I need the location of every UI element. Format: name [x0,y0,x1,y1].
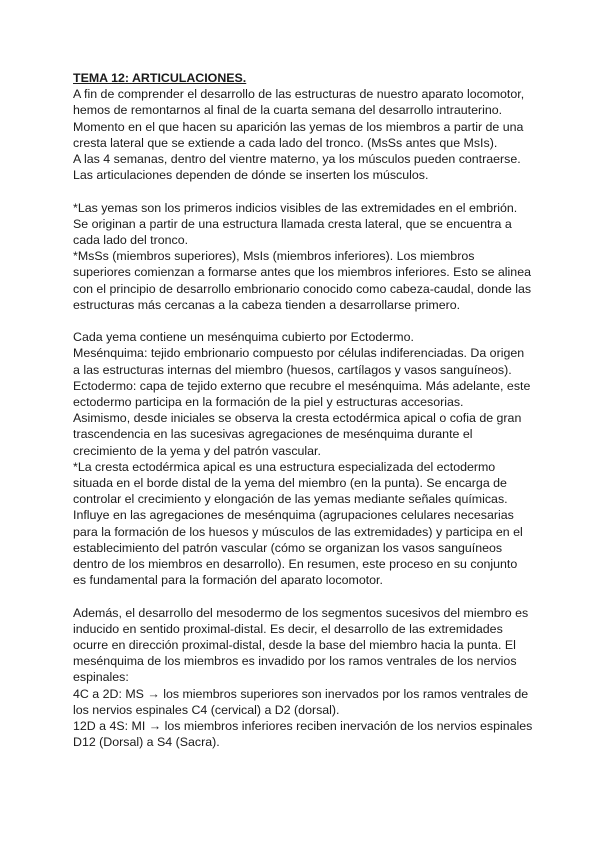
blank-line [73,313,533,329]
paragraph-ms-innervation: 4C a 2D: MS → los miembros superiores son inervados por los ramos ventrales de los nervios espinales C4 (cervical) a D2 (dorsal). [73,686,529,717]
blank-line [73,588,533,604]
paragraph-yemas-note: *Las yemas son los primeros indicios visibles de las extremidades en el embrión. Se originan a partir de una estructura llamada cresta lateral, que se encuentra a cada lado del tronco. [73,200,518,248]
paragraph-mss-msis-note: *MsSs (miembros superiores), MsIs (miembros inferiores). Los miembros superiores comienzan a formarse antes que los miembros inferiores. Esto se alinea con el principio de desarrollo embrionario conocido como cabeza-caudal, donde las estructuras más cercanas a la cabeza tienden a desarrollarse primero. [73,249,532,312]
blank-line [73,183,533,199]
paragraph-ademas: Además, el desarrollo del mesodermo de los segmentos sucesivos del miembro es inducido en sentido proximal-distal. Es decir, el desarrollo de las extremidades ocurre en dirección proximal-distal, desde la base del miembro hacia la punta. El mesénquima de los miembros es invadido por los ramos ventrales de los nervios espinales: [73,605,529,685]
document-page [73,70,533,750]
paragraph-4-weeks: A las 4 semanas, dentro del vientre materno, ya los músculos pueden contraerse. [73,152,521,167]
paragraph-mesenquima: Mesénquima: tejido embrionario compuesto por células indiferenciadas. Da origen a las estructuras internas del miembro (huesos, cartílagos y vasos sanguíneos). [73,346,525,377]
paragraph-yema-content: Cada yema contiene un mesénquima cubierto por Ectodermo. [73,330,414,345]
document-title: TEMA 12: ARTICULACIONES. [73,71,247,85]
paragraph-cresta-note: *La cresta ectodérmica apical es una estructura especializada del ectodermo situada en el borde distal de la yema del miembro (en la punta). Se encarga de controlar el crecimiento y elongación de las yemas mediante señales químicas. Influye en las agregaciones de mesénquima (agrupaciones celulares necesarias para la formación de los huesos y músculos de las extremidades) y participa en el establecimiento del patrón vascular (cómo se organizan los vasos sanguíneos dentro de los miembros en desarrollo). En resumen, este proceso en su conjunto es fundamental para la formación del aparato locomotor. [73,459,523,588]
paragraph-mi-innervation: 12D a 4S: MI → los miembros inferiores reciben inervación de los nervios espinales D12 (Dorsal) a S4 (Sacra). [73,719,533,750]
paragraph-ectodermo: Ectodermo: capa de tejido externo que recubre el mesénquima. Más adelante, este ectodermo participa en la formación de la piel y estructuras accesorias. [73,378,531,410]
paragraph-joints: Las articulaciones dependen de dónde se inserten los músculos. [73,168,429,183]
paragraph-intro: A fin de comprender el desarrollo de las estructuras de nuestro aparato locomotor, hemos de remontarnos al final de la cuarta semana del desarrollo intrauterino. Momento en el que hacen su aparición las yemas de los miembros a partir de una cresta lateral que se extiende a cada lado del tronco. (MsSs antes que MsIs). [73,87,525,150]
paragraph-asimismo: Asimismo, desde iniciales se observa la cresta ectodérmica apical o cofia de gran trascendencia en las sucesivas agregaciones de mesénquima durante el crecimiento de la yema y del patrón vascular. [73,411,522,458]
